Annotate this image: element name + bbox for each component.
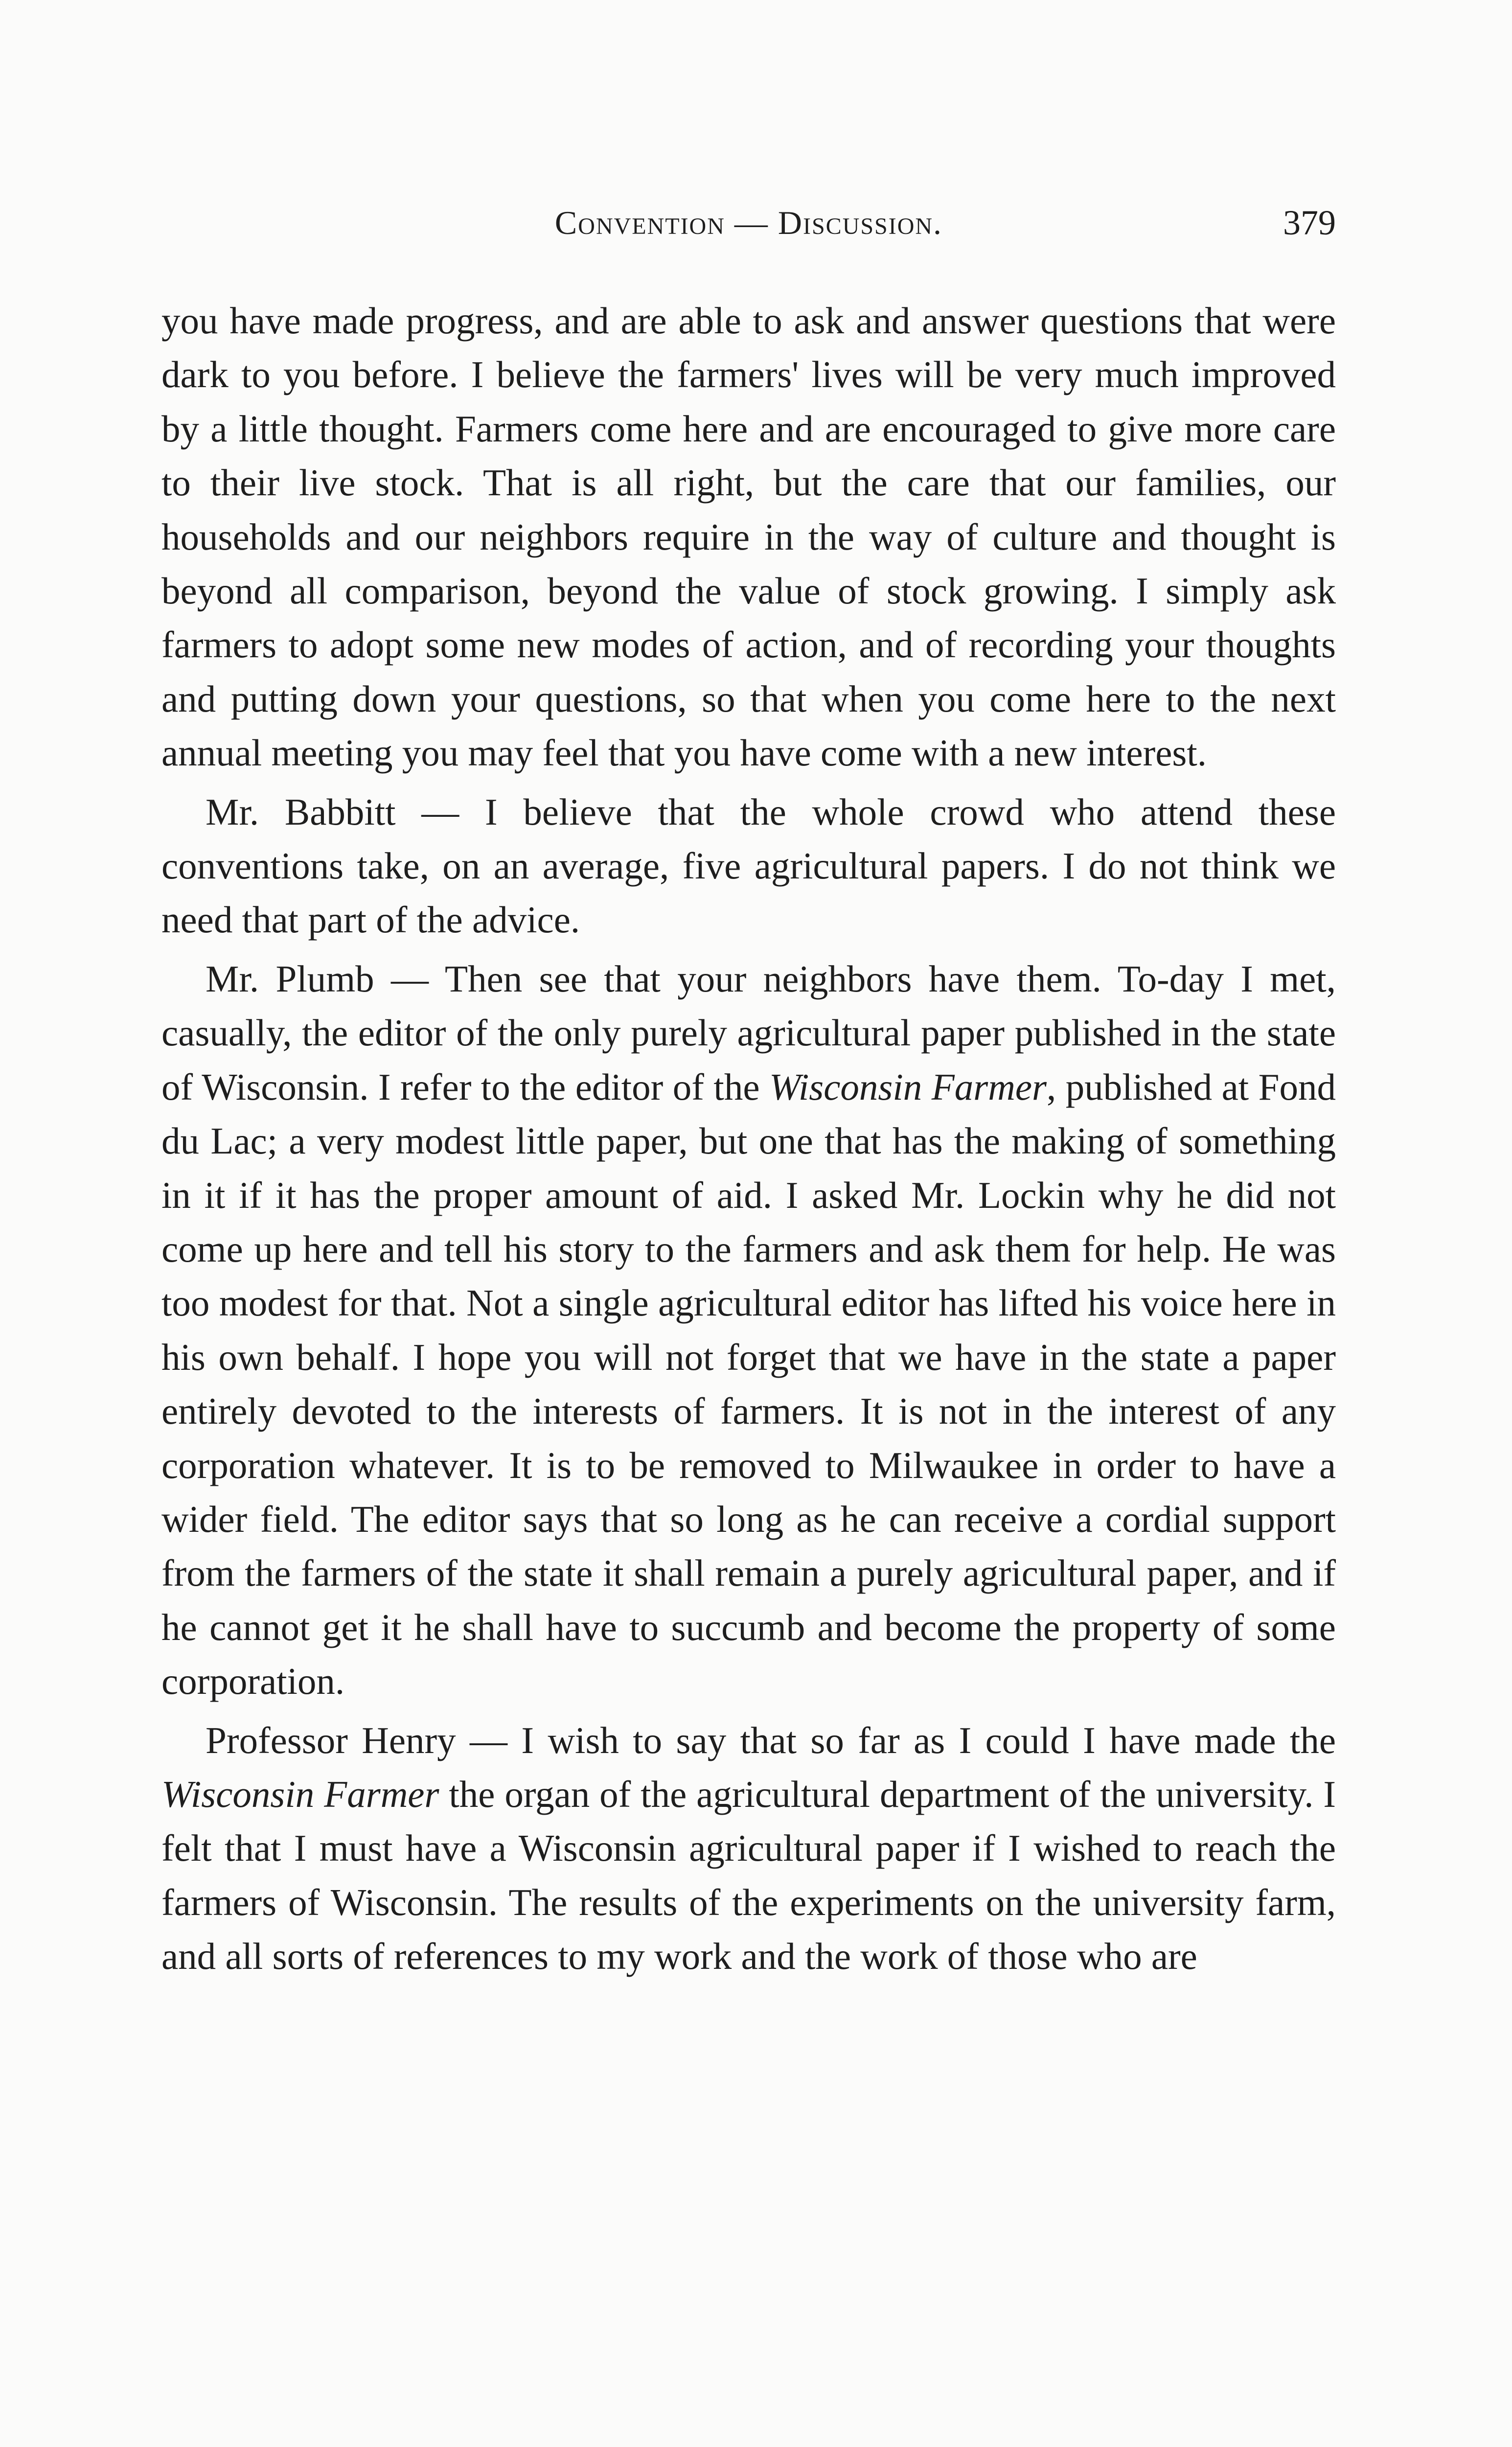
running-head xyxy=(161,193,1336,252)
publication-title: Wisconsin Farmer xyxy=(161,1773,439,1815)
paragraph-text: , published at Fond du Lac; a very modest little paper, but one that has the making of something in it if it has the proper amount of aid. I asked Mr. Lockin why he did not come up here and tell his story to the farmers and ask them for help. He was too modest for that. Not a single agricultural editor has lifted his voice here in his own behalf. I hope you will not forget that we have in the state a paper entirely devoted to the interests of farmers. It is not in the interest of any corporation whatever. It is to be removed to Milwaukee in order to have a wider field. The editor says that so long as he can receive a cordial support from the farmers of the state it shall remain a purely agricultural paper, and if he cannot get it he shall have to succumb and become the property of some corporation. xyxy=(161,1065,1336,1703)
paragraph-text: Then see that your neighbors have them. To-day I met, casually, the editor of the only purely agricultural paper published in the state of Wisconsin. I refer to the editor of the xyxy=(161,957,1336,1108)
running-head-title: Convention — Discussion. xyxy=(554,204,943,241)
paragraph-plumb xyxy=(161,952,1336,1708)
text-body xyxy=(161,294,1336,1988)
paragraph-text: the organ of the agricultural department of the university. I felt that I must have a Wisconsin agricultural paper if I wished to reach the farmers of Wisconsin. The results of the experiments on the university farm, and all sorts of references to my work and the work of those who are xyxy=(161,1773,1336,1978)
paragraph-text: I wish to say that so far as I could I have made the xyxy=(521,1719,1336,1761)
paragraph-text: you have made progress, and are able to ask and answer questions that were dark to you before. I believe the farmers' lives will be very much improved by a little thought. Farmers come here and are encouraged to give more care to their live stock. That is all right, but the care that our families, our households and our neighbors require in the way of culture and thought is beyond all comparison, beyond the value of stock growing. I simply ask farmers to adopt some new modes of action, and of recording your thoughts and putting down your questions, so that when you come here to the next annual meeting you may feel that you have come with a new interest. xyxy=(161,300,1336,774)
speaker-name: Mr. Babbitt — xyxy=(206,790,485,833)
page-number: 379 xyxy=(1283,203,1336,242)
paragraph-text: I believe that the whole crowd who attend these conventions take, on an average, five agricultural papers. I do not think we need that part of the advice. xyxy=(161,790,1336,941)
speaker-name: Professor Henry — xyxy=(206,1719,522,1761)
paragraph-henry xyxy=(161,1713,1336,1984)
publication-title: Wisconsin Farmer xyxy=(769,1065,1047,1108)
paragraph-continuation xyxy=(161,294,1336,780)
speaker-name: Mr. Plumb — xyxy=(206,957,445,1000)
paragraph-babbitt xyxy=(161,785,1336,947)
